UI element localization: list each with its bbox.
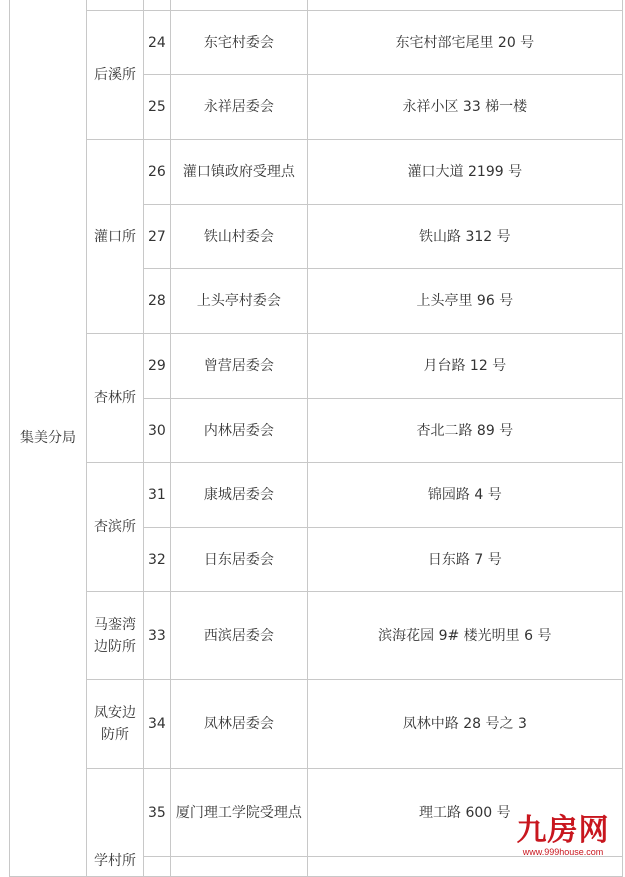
table-row: [10, 140, 623, 205]
site-name: 铁山村委会: [170, 205, 307, 269]
row-number: 31: [144, 463, 171, 528]
watermark: [511, 813, 615, 858]
row-number: 25: [144, 75, 171, 140]
site-address: 上头亭里 96 号: [307, 269, 622, 334]
row-number: 26: [144, 140, 171, 205]
site-name: 厦门理工学院受理点: [170, 769, 307, 857]
watermark-url: www.999house.com: [522, 847, 604, 857]
site-address: 东宅村部宅尾里 20 号: [307, 11, 622, 75]
row-number: 29: [144, 334, 171, 399]
watermark-logo: 九房网: [516, 813, 610, 848]
site-address: 凤林中路 28 号之 3: [307, 680, 622, 769]
row-number: 33: [144, 592, 171, 680]
table-row: [10, 463, 623, 528]
site-address: 理工路 600 号: [307, 769, 622, 857]
row-number: 34: [144, 680, 171, 769]
row-number: 24: [144, 11, 171, 75]
station-cell: 后溪所: [87, 11, 144, 140]
site-name: 永祥居委会: [170, 75, 307, 140]
row-number: 28: [144, 269, 171, 334]
station-cell: 凤安边防所: [87, 680, 144, 769]
district-cell: 集美分局: [10, 0, 87, 877]
site-address: 滨海花园 9# 楼光明里 6 号: [307, 592, 622, 680]
table-row: [10, 11, 623, 75]
site-name: 日东居委会: [170, 528, 307, 592]
station-cell: 杏林所: [87, 334, 144, 463]
site-address: 月台路 12 号: [307, 334, 622, 399]
table-row: [10, 680, 623, 769]
site-name: 灌口镇政府受理点: [170, 140, 307, 205]
site-name: 上头亭村委会: [170, 269, 307, 334]
site-name: 东宅村委会: [170, 11, 307, 75]
row-number: 30: [144, 399, 171, 463]
table-row: [10, 592, 623, 680]
site-address: 日东路 7 号: [307, 528, 622, 592]
site-address: 杏北二路 89 号: [307, 399, 622, 463]
row-number: 27: [144, 205, 171, 269]
station-cell: 杏滨所: [87, 463, 144, 592]
station-cell: 马銮湾边防所: [87, 592, 144, 680]
row-number: 32: [144, 528, 171, 592]
site-address: 铁山路 312 号: [307, 205, 622, 269]
site-name: 凤林居委会: [170, 680, 307, 769]
table-row: [10, 0, 623, 11]
service-points-table: [9, 0, 623, 877]
site-address: 灌口大道 2199 号: [307, 140, 622, 205]
station-cell: 学村所: [87, 769, 144, 877]
site-name: 康城居委会: [170, 463, 307, 528]
table-row: [10, 334, 623, 399]
site-name: 西滨居委会: [170, 592, 307, 680]
station-cell: 灌口所: [87, 140, 144, 334]
site-name: 内林居委会: [170, 399, 307, 463]
site-address: 永祥小区 33 梯一楼: [307, 75, 622, 140]
site-address: 锦园路 4 号: [307, 463, 622, 528]
row-number: 35: [144, 769, 171, 857]
site-name: 曾营居委会: [170, 334, 307, 399]
